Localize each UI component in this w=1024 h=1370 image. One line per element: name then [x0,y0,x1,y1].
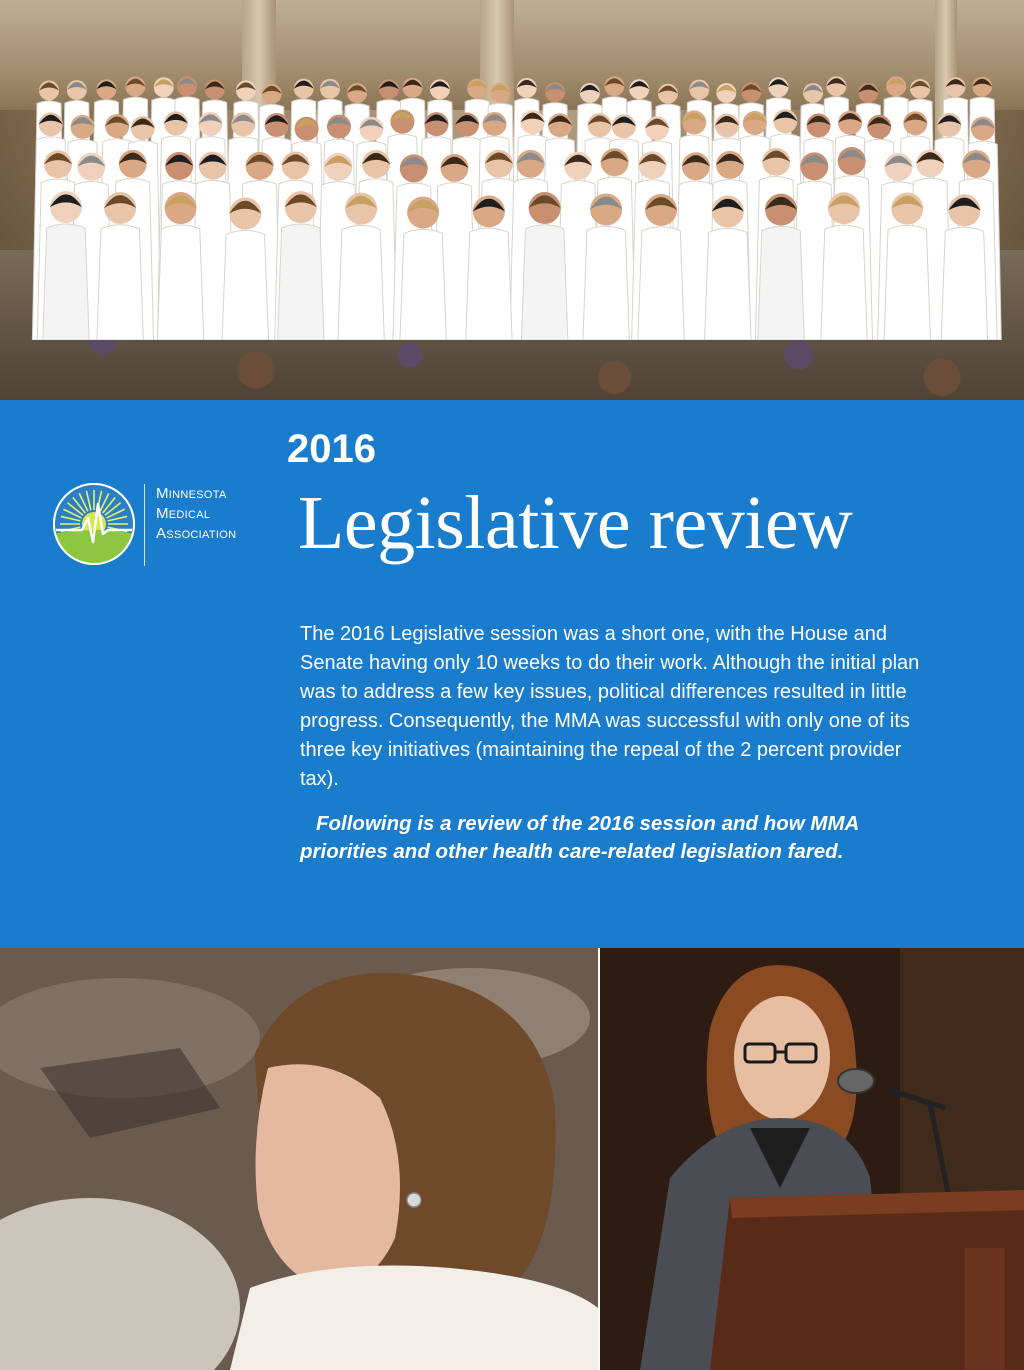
crowd-coat [758,226,804,340]
crowd-coat [222,230,268,340]
heartbeat-sun-icon [52,482,136,566]
crowd-coat [583,226,629,340]
photo-woman-listening [0,948,598,1370]
logo-divider [144,484,145,566]
photo-speaker-illustration [600,948,1024,1370]
crowd-coat [941,227,987,340]
lead-paragraph [300,810,940,866]
intro-text: The 2016 Legislative session was a short one, with the House and Senate having only 10 weeks to do their work. Although the initial plan was to address a few key issues, political differences resulted in little progress. Consequently, the MMA was successful with only one of its three key initiatives (maintaining the repeal of the 2 percent provider tax). [300,623,920,790]
crowd-coat [400,229,446,340]
crowd-coat [278,224,324,340]
group-photo [0,0,1024,400]
logo-line-2: Medical [156,505,211,522]
crowd-coat [157,225,203,340]
photo-speaker-podium [600,948,1024,1370]
crowd-coat [884,225,930,340]
intro-paragraph [300,620,940,794]
crowd-coat [97,225,143,340]
photo-woman-listening-illustration [0,948,598,1370]
crowd-coat [466,228,512,340]
crowd-coat [43,224,89,340]
crowd-coat [338,225,384,340]
title-year: 2016 [287,427,376,471]
lead-text: Following is a review of the 2016 session and how MMA priorities and other health care-related legislation fared. [300,812,859,863]
crowd-coat [521,225,567,340]
crowd-coat [705,228,751,340]
logo-line-1: Minnesota [156,485,227,502]
mma-logo [52,482,272,568]
crowd-coat [638,227,684,340]
logo-line-3: Association [156,525,237,542]
crowd-illustration [20,70,1010,340]
crowd-coat [821,225,867,340]
page-title: Legislative review [298,481,853,565]
